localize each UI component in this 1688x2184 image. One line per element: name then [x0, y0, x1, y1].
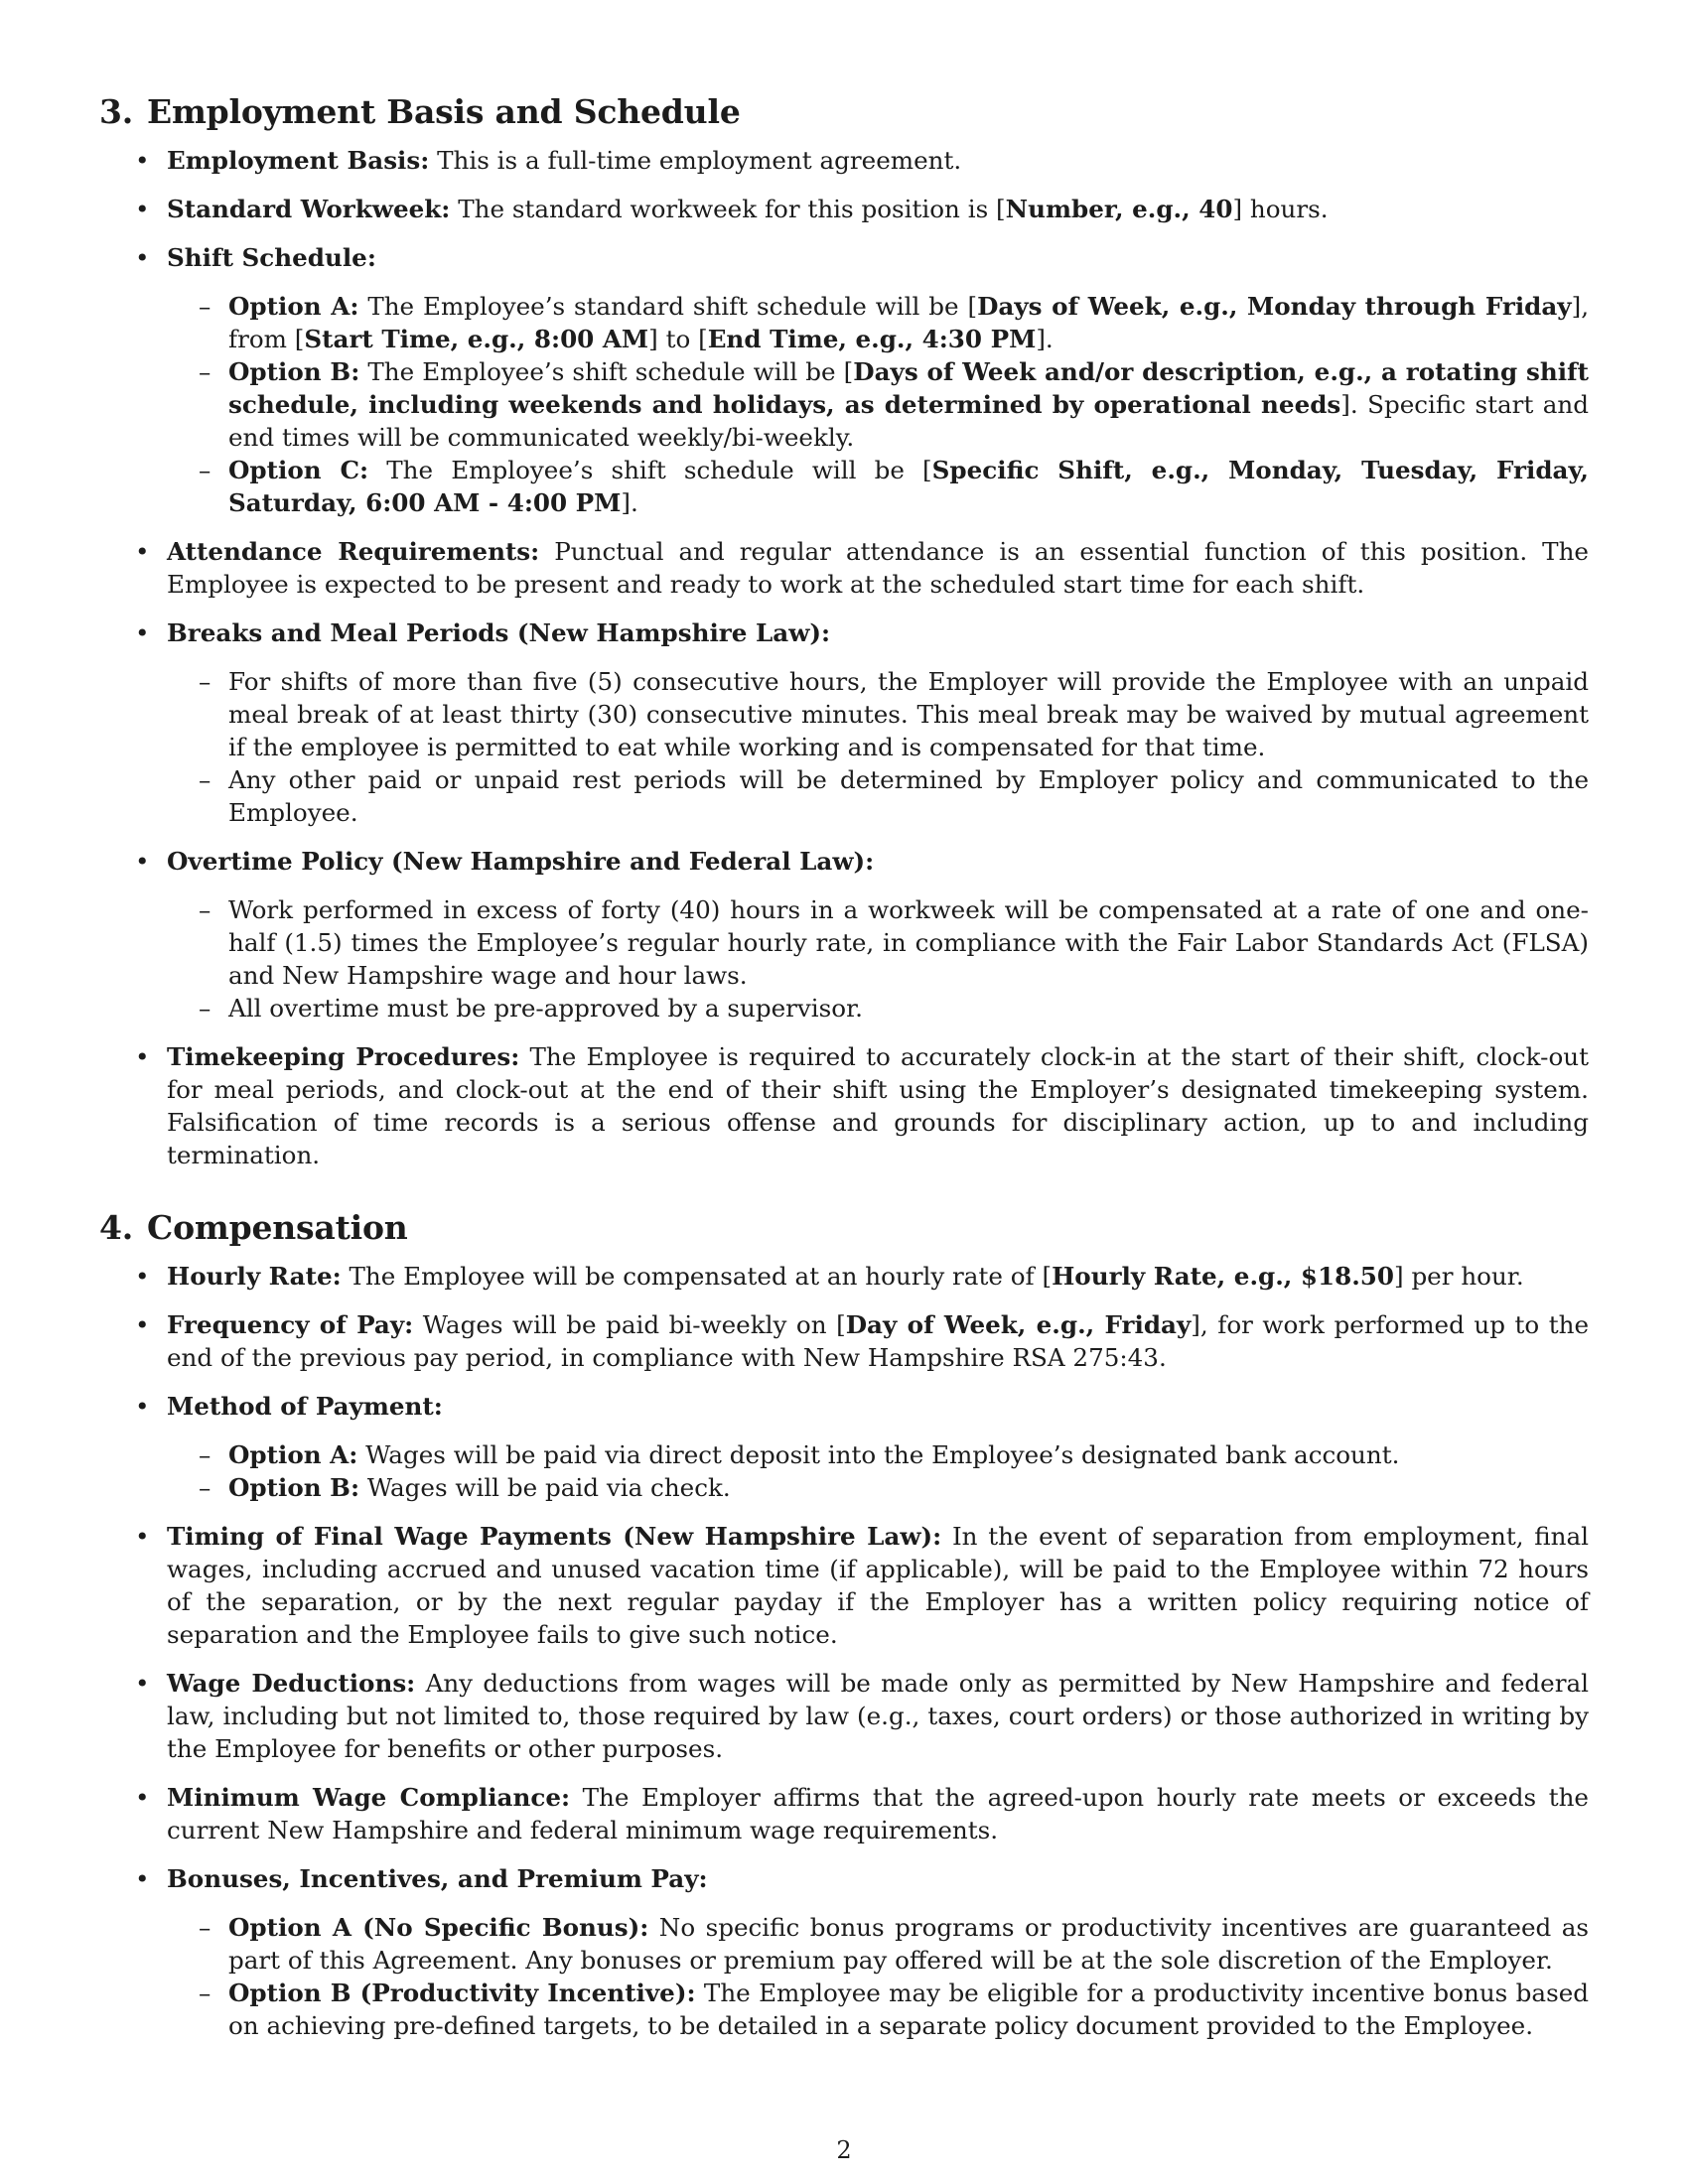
- list-item-overtime: [99, 845, 1589, 1024]
- item-text: ]. Specific start and end times will be communicated weekly/bi-weekly.: [228, 389, 1589, 452]
- section-number: 4.: [99, 1207, 134, 1247]
- item-label: Wage Deductions:: [167, 1668, 416, 1698]
- item-text: Any deductions from wages will be made only as permitted by New Hampshire and federal law, including but not limited to, those required by law (e.g., taxes, court orders) or those authorized in writing by the Employee for benefits or other purposes.: [167, 1668, 1589, 1763]
- list-item-breaks: [99, 616, 1589, 829]
- option-label: Option A:: [228, 291, 359, 321]
- document-page: [99, 91, 1589, 2058]
- item-text: Wages will be paid via check.: [359, 1472, 731, 1502]
- list-item-payment-method: [99, 1390, 1589, 1504]
- placeholder-field: Days of Week and/or description, e.g., a rotating shift schedule, including weekends and holidays, as determined by operational needs: [228, 356, 1589, 419]
- list-item-pay-frequency: [99, 1308, 1589, 1374]
- employment-basis-list: [99, 144, 1589, 1171]
- placeholder-field: End Time, e.g., 4:30 PM: [707, 324, 1037, 353]
- page-number: 2: [836, 2136, 852, 2164]
- item-text: Punctual and regular attendance is an essential function of this position. The Employee is expected to be present and ready to work at the scheduled start time for each shift.: [167, 536, 1589, 599]
- item-label: Shift Schedule:: [167, 242, 376, 272]
- placeholder-field: Hourly Rate, e.g., $18.50: [1052, 1261, 1395, 1291]
- section-heading-employment-basis: [99, 91, 1589, 134]
- item-label: Standard Workweek:: [167, 194, 451, 223]
- placeholder-field: Days of Week, e.g., Monday through Friday: [977, 291, 1572, 321]
- item-text: The Employer affirms that the agreed-upon hourly rate meets or exceeds the current New Hampshire and federal minimum wage requirements.: [167, 1782, 1589, 1844]
- item-text: ] per hour.: [1394, 1261, 1524, 1291]
- section-number: 3.: [99, 92, 134, 131]
- item-text: The Employee’s shift schedule will be [: [359, 356, 854, 386]
- list-item-attendance: [99, 535, 1589, 601]
- item-text: In the event of separation from employment, final wages, including accrued and unused vacation time (if applicable), will be paid to the Employee within 72 hours of the separation, or by the next regular payday if the Employer has a written policy requiring notice of separation and the Employee fails to give such notice.: [167, 1521, 1589, 1649]
- item-text: ] to [: [648, 324, 708, 353]
- item-text: ].: [621, 487, 638, 517]
- list-item-employment-basis: [99, 144, 1589, 177]
- sub-item-option-b: [167, 355, 1589, 454]
- sub-item-option-b: [167, 1977, 1589, 2042]
- item-label: Employment Basis:: [167, 145, 430, 175]
- sub-item-option-a: [167, 1438, 1589, 1471]
- item-text: The Employee may be eligible for a productivity incentive bonus based on achieving pre-defined targets, to be detailed in a separate policy document provided to the Employee.: [228, 1978, 1589, 2040]
- placeholder-field: Specific Shift, e.g., Monday, Tuesday, Friday, Saturday, 6:00 AM - 4:00 PM: [228, 455, 1589, 517]
- sub-item-overtime-rate: – Work performed in excess of forty (40) hours in a workweek will be compensated at a rate of one and one-half (1.5) times the Employee’s regular hourly rate, in compliance with the Fair Labor Standards Act (FLSA) and New Hampshire wage and hour laws.: [167, 893, 1589, 992]
- item-label: Attendance Requirements:: [167, 536, 540, 566]
- list-item-minimum-wage: [99, 1781, 1589, 1846]
- item-text: ] hours.: [1232, 194, 1329, 223]
- item-text: Wages will be paid bi-weekly on [: [413, 1309, 846, 1339]
- placeholder-field: Start Time, e.g., 8:00 AM: [304, 324, 649, 353]
- item-text: Wages will be paid via direct deposit into the Employee’s designated bank account.: [357, 1439, 1400, 1469]
- sub-item-meal-break: – For shifts of more than five (5) consecutive hours, the Employer will provide the Employee with an unpaid meal break of at least thirty (30) consecutive minutes. This meal break may be waived by mutual agreement if the employee is permitted to eat while working and is compensated for that time.: [167, 665, 1589, 763]
- section-gap: [99, 1187, 1589, 1207]
- item-label: Minimum Wage Compliance:: [167, 1782, 571, 1812]
- item-label: Overtime Policy (New Hampshire and Federal Law):: [167, 846, 875, 876]
- sub-item-option-c: [167, 454, 1589, 519]
- sub-item-option-a: [167, 290, 1589, 355]
- placeholder-field: Number, e.g., 40: [1005, 194, 1233, 223]
- sub-item-option-a: [167, 1911, 1589, 1977]
- item-label: Timing of Final Wage Payments (New Hampshire Law):: [167, 1521, 942, 1551]
- option-label: Option B (Productivity Incentive):: [228, 1978, 696, 2007]
- list-item-timekeeping: [99, 1040, 1589, 1171]
- item-text: ].: [1036, 324, 1054, 353]
- placeholder-field: Day of Week, e.g., Friday: [845, 1309, 1192, 1339]
- section-title: Compensation: [147, 1207, 408, 1247]
- option-label: Option C:: [228, 455, 369, 484]
- list-item-bonuses: [99, 1862, 1589, 2042]
- option-label: Option B:: [228, 356, 360, 386]
- breaks-sublist: [167, 665, 1589, 829]
- item-text: ], from [: [228, 291, 1590, 353]
- overtime-sublist: [167, 893, 1589, 1024]
- item-text: The Employee will be compensated at an hourly rate of [: [341, 1261, 1053, 1291]
- item-text: The Employee is required to accurately clock-in at the start of their shift, clock-out for meal periods, and clock-out at the end of their shift using the Employer’s designated timekeeping system. Falsification of time records is a serious offense and grounds for disciplinary action, up to and including termination.: [167, 1041, 1589, 1169]
- sub-item-rest-periods: – Any other paid or unpaid rest periods will be determined by Employer policy and communicated to the Employee.: [167, 763, 1589, 829]
- list-item-hourly-rate: [99, 1260, 1589, 1293]
- list-item-wage-deductions: [99, 1667, 1589, 1765]
- sub-item-option-b: [167, 1471, 1589, 1504]
- item-text: ], for work performed up to the end of the previous pay period, in compliance with New Hampshire RSA 275:43.: [167, 1309, 1590, 1372]
- item-label: Timekeeping Procedures:: [167, 1041, 520, 1071]
- item-text: This is a full-time employment agreement.: [429, 145, 962, 175]
- item-label: Bonuses, Incentives, and Premium Pay:: [167, 1863, 708, 1893]
- compensation-list: [99, 1260, 1589, 2042]
- section-title: Employment Basis and Schedule: [147, 92, 741, 131]
- payment-options-list: [167, 1438, 1589, 1504]
- option-label: Option B:: [228, 1472, 360, 1502]
- list-item-shift-schedule: [99, 241, 1589, 519]
- item-text: No specific bonus programs or productivity incentives are guaranteed as part of this Agreement. Any bonuses or premium pay offered will be at the sole discretion of the Employer.: [228, 1912, 1590, 1975]
- shift-options-list: [167, 290, 1589, 519]
- item-text: The standard workweek for this position is [: [450, 194, 1006, 223]
- bonus-options-list: [167, 1911, 1589, 2042]
- item-label: Frequency of Pay:: [167, 1309, 414, 1339]
- item-label: Hourly Rate:: [167, 1261, 342, 1291]
- sub-item-overtime-approval: – All overtime must be pre-approved by a supervisor.: [167, 992, 1589, 1024]
- option-label: Option A (No Specific Bonus):: [228, 1912, 649, 1942]
- item-text: The Employee’s shift schedule will be [: [368, 455, 932, 484]
- section-heading-compensation: [99, 1207, 1589, 1250]
- item-label: Breaks and Meal Periods (New Hampshire Law):: [167, 617, 831, 647]
- list-item-standard-workweek: [99, 193, 1589, 225]
- item-label: Method of Payment:: [167, 1391, 443, 1421]
- option-label: Option A:: [228, 1439, 358, 1469]
- list-item-final-wages: [99, 1520, 1589, 1651]
- item-text: The Employee’s standard shift schedule will be [: [358, 291, 978, 321]
